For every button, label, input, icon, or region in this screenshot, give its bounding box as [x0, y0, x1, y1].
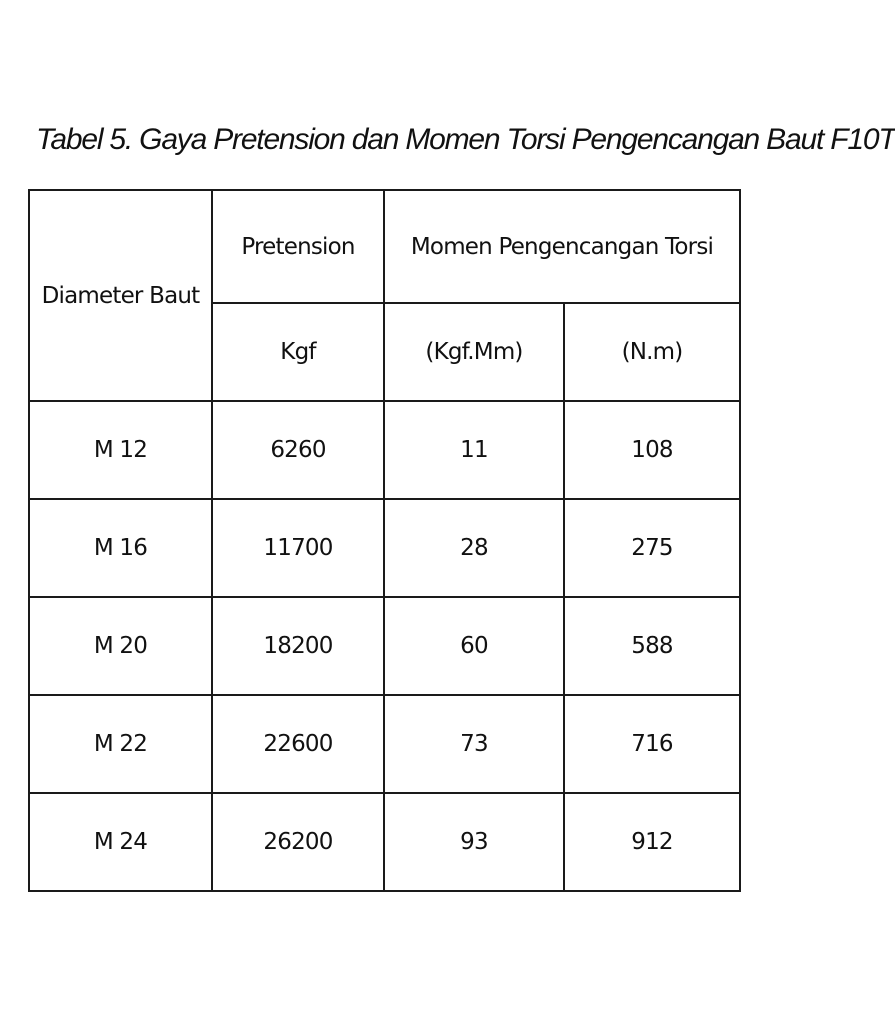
- cell-pretension: 18200: [212, 597, 384, 695]
- cell-torque-kgf: 28: [384, 499, 564, 597]
- bolt-torque-table: [28, 189, 741, 892]
- cell-torque-nm: 108: [564, 401, 740, 499]
- table-row: [29, 695, 740, 793]
- header-diameter: Diameter Baut: [29, 190, 212, 401]
- cell-torque-kgf: 73: [384, 695, 564, 793]
- header-row: [29, 190, 740, 303]
- unit-torque-kgf: (Kgf.Mm): [384, 303, 564, 401]
- cell-torque-nm: 716: [564, 695, 740, 793]
- unit-torque-nm: (N.m): [564, 303, 740, 401]
- header-pretension: Pretension: [212, 190, 384, 303]
- table-row: [29, 793, 740, 891]
- cell-pretension: 11700: [212, 499, 384, 597]
- cell-torque-kgf: 11: [384, 401, 564, 499]
- cell-torque-nm: 275: [564, 499, 740, 597]
- table-row: [29, 401, 740, 499]
- cell-diameter: M 12: [29, 401, 212, 499]
- unit-pretension: Kgf: [212, 303, 384, 401]
- table-row: [29, 597, 740, 695]
- table-row: [29, 499, 740, 597]
- cell-pretension: 26200: [212, 793, 384, 891]
- table-caption: Tabel 5. Gaya Pretension dan Momen Torsi Pengencangan Baut F10T: [36, 123, 895, 156]
- cell-torque-nm: 912: [564, 793, 740, 891]
- cell-torque-nm: 588: [564, 597, 740, 695]
- cell-diameter: M 24: [29, 793, 212, 891]
- cell-torque-kgf: 60: [384, 597, 564, 695]
- cell-torque-kgf: 93: [384, 793, 564, 891]
- cell-diameter: M 16: [29, 499, 212, 597]
- table-body: [29, 190, 740, 891]
- cell-pretension: 6260: [212, 401, 384, 499]
- cell-pretension: 22600: [212, 695, 384, 793]
- cell-diameter: M 20: [29, 597, 212, 695]
- cell-diameter: M 22: [29, 695, 212, 793]
- header-torque-group: Momen Pengencangan Torsi: [384, 190, 740, 303]
